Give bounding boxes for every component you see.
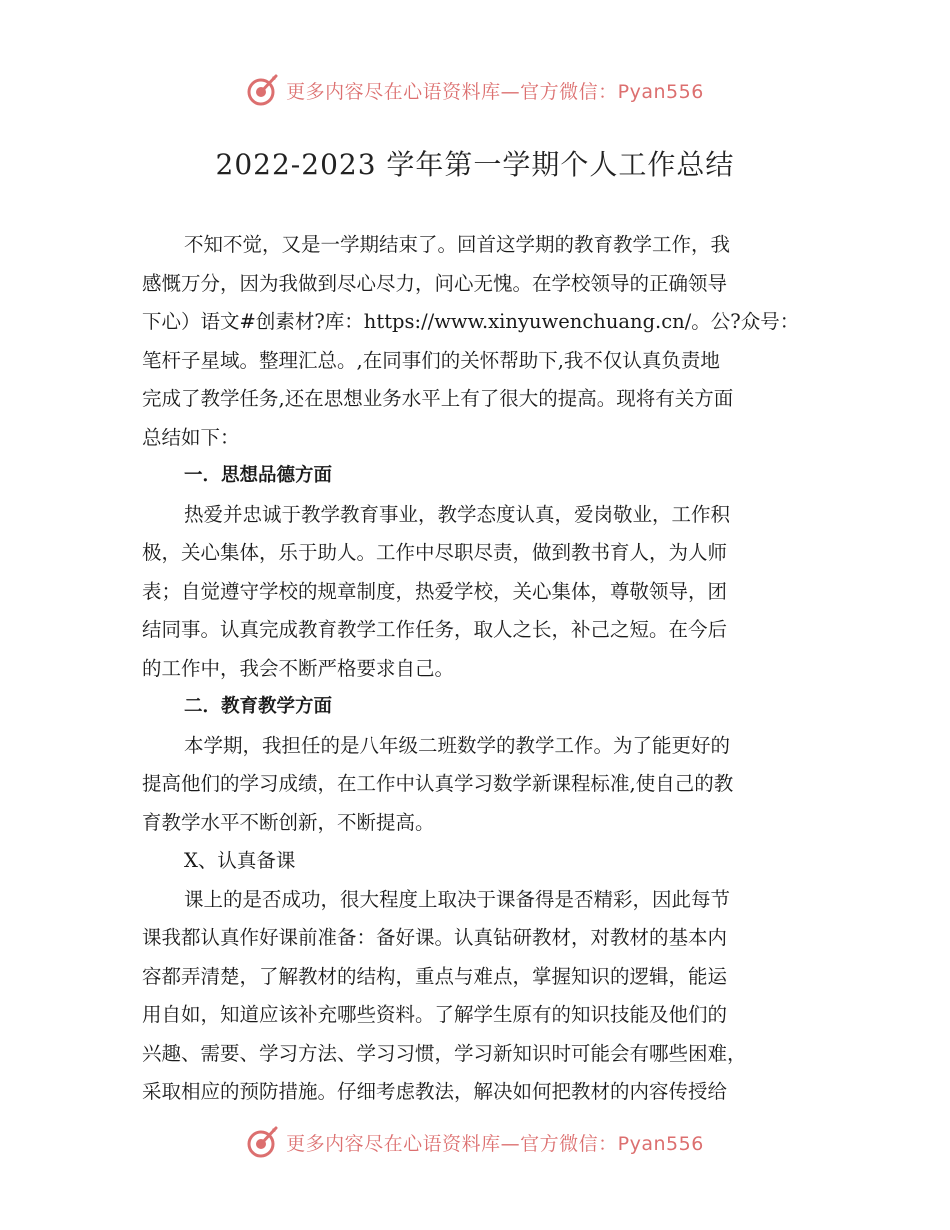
pen-logo-icon (246, 73, 280, 107)
body-line: 不知不觉，又是一学期结束了。回首这学期的教育教学工作，我 (184, 233, 731, 256)
body-line: 容都弄清楚，了解教材的结构，重点与难点，掌握知识的逻辑，能运 (142, 964, 728, 988)
body-line: 热爱并忠诚于教学教育事业，教学态度认真，爱岗敬业，工作积 (184, 502, 731, 526)
body-line: 笔杆子星域。整理汇总。,在同事们的关怀帮助下,我不仅认真负责地 (142, 348, 720, 372)
body-line: 提高他们的学习成绩，在工作中认真学习数学新课程标准,使自己的教 (142, 772, 734, 795)
body-line: 感慨万分，因为我做到尽心尽力，问心无愧。在学校领导的正确领导 (142, 271, 728, 295)
watermark-text: 更多内容尽在心语资料库—官方微信：Pyan556 (286, 80, 704, 103)
body-line: 极，关心集体，乐于助人。工作中尽职尽责，做到教书育人，为人师 (142, 541, 728, 564)
body-line: 育教学水平不断创新，不断提高。 (142, 810, 435, 834)
body-line: 下心）语文#创素材?库：https://www.xinyuwenchuang.cn/。公?众号： (142, 310, 800, 333)
watermark-text: 更多内容尽在心语资料库—官方微信：Pyan556 (286, 1132, 704, 1155)
pen-logo-icon (246, 1125, 280, 1159)
body-line: 的工作中，我会不断严格要求自己。 (142, 656, 455, 680)
section-heading: 二．教育教学方面 (184, 696, 333, 717)
body-line: 课我都认真作好课前准备：备好课。认真钻研教材，对教材的基本内 (142, 926, 728, 949)
body-line: 总结如下： (142, 425, 240, 449)
watermark-banner-bottom (0, 1122, 950, 1162)
body-line: 完成了教学任务,还在思想业务水平上有了很大的提高。现将有关方面 (142, 387, 734, 410)
section-heading: 一．思想品德方面 (184, 465, 333, 486)
body-line: 表；自觉遵守学校的规章制度，热爱学校，关心集体，尊敬领导，团 (142, 579, 728, 603)
subsection-heading: X、认真备课 (184, 849, 296, 872)
body-line: 结同事。认真完成教育教学工作任务，取人之长，补己之短。在今后 (142, 618, 728, 641)
body-line: 课上的是否成功，很大程度上取决于课备得是否精彩，因此每节 (184, 887, 731, 911)
document-title: 2022-2023 学年第一学期个人工作总结 (215, 148, 735, 181)
body-line: 本学期，我担任的是八年级二班数学的教学工作。为了能更好的 (184, 733, 731, 757)
body-line: 兴趣、需要、学习方法、学习习惯，学习新知识时可能会有哪些困难， (142, 1041, 747, 1065)
watermark-banner-top (0, 70, 950, 110)
body-line: 采取相应的预防措施。仔细考虑教法，解决如何把教材的内容传授给 (142, 1080, 728, 1103)
body-line: 用自如，知道应该补充哪些资料。了解学生原有的知识技能及他们的 (142, 1003, 728, 1026)
document-body (142, 226, 822, 1112)
